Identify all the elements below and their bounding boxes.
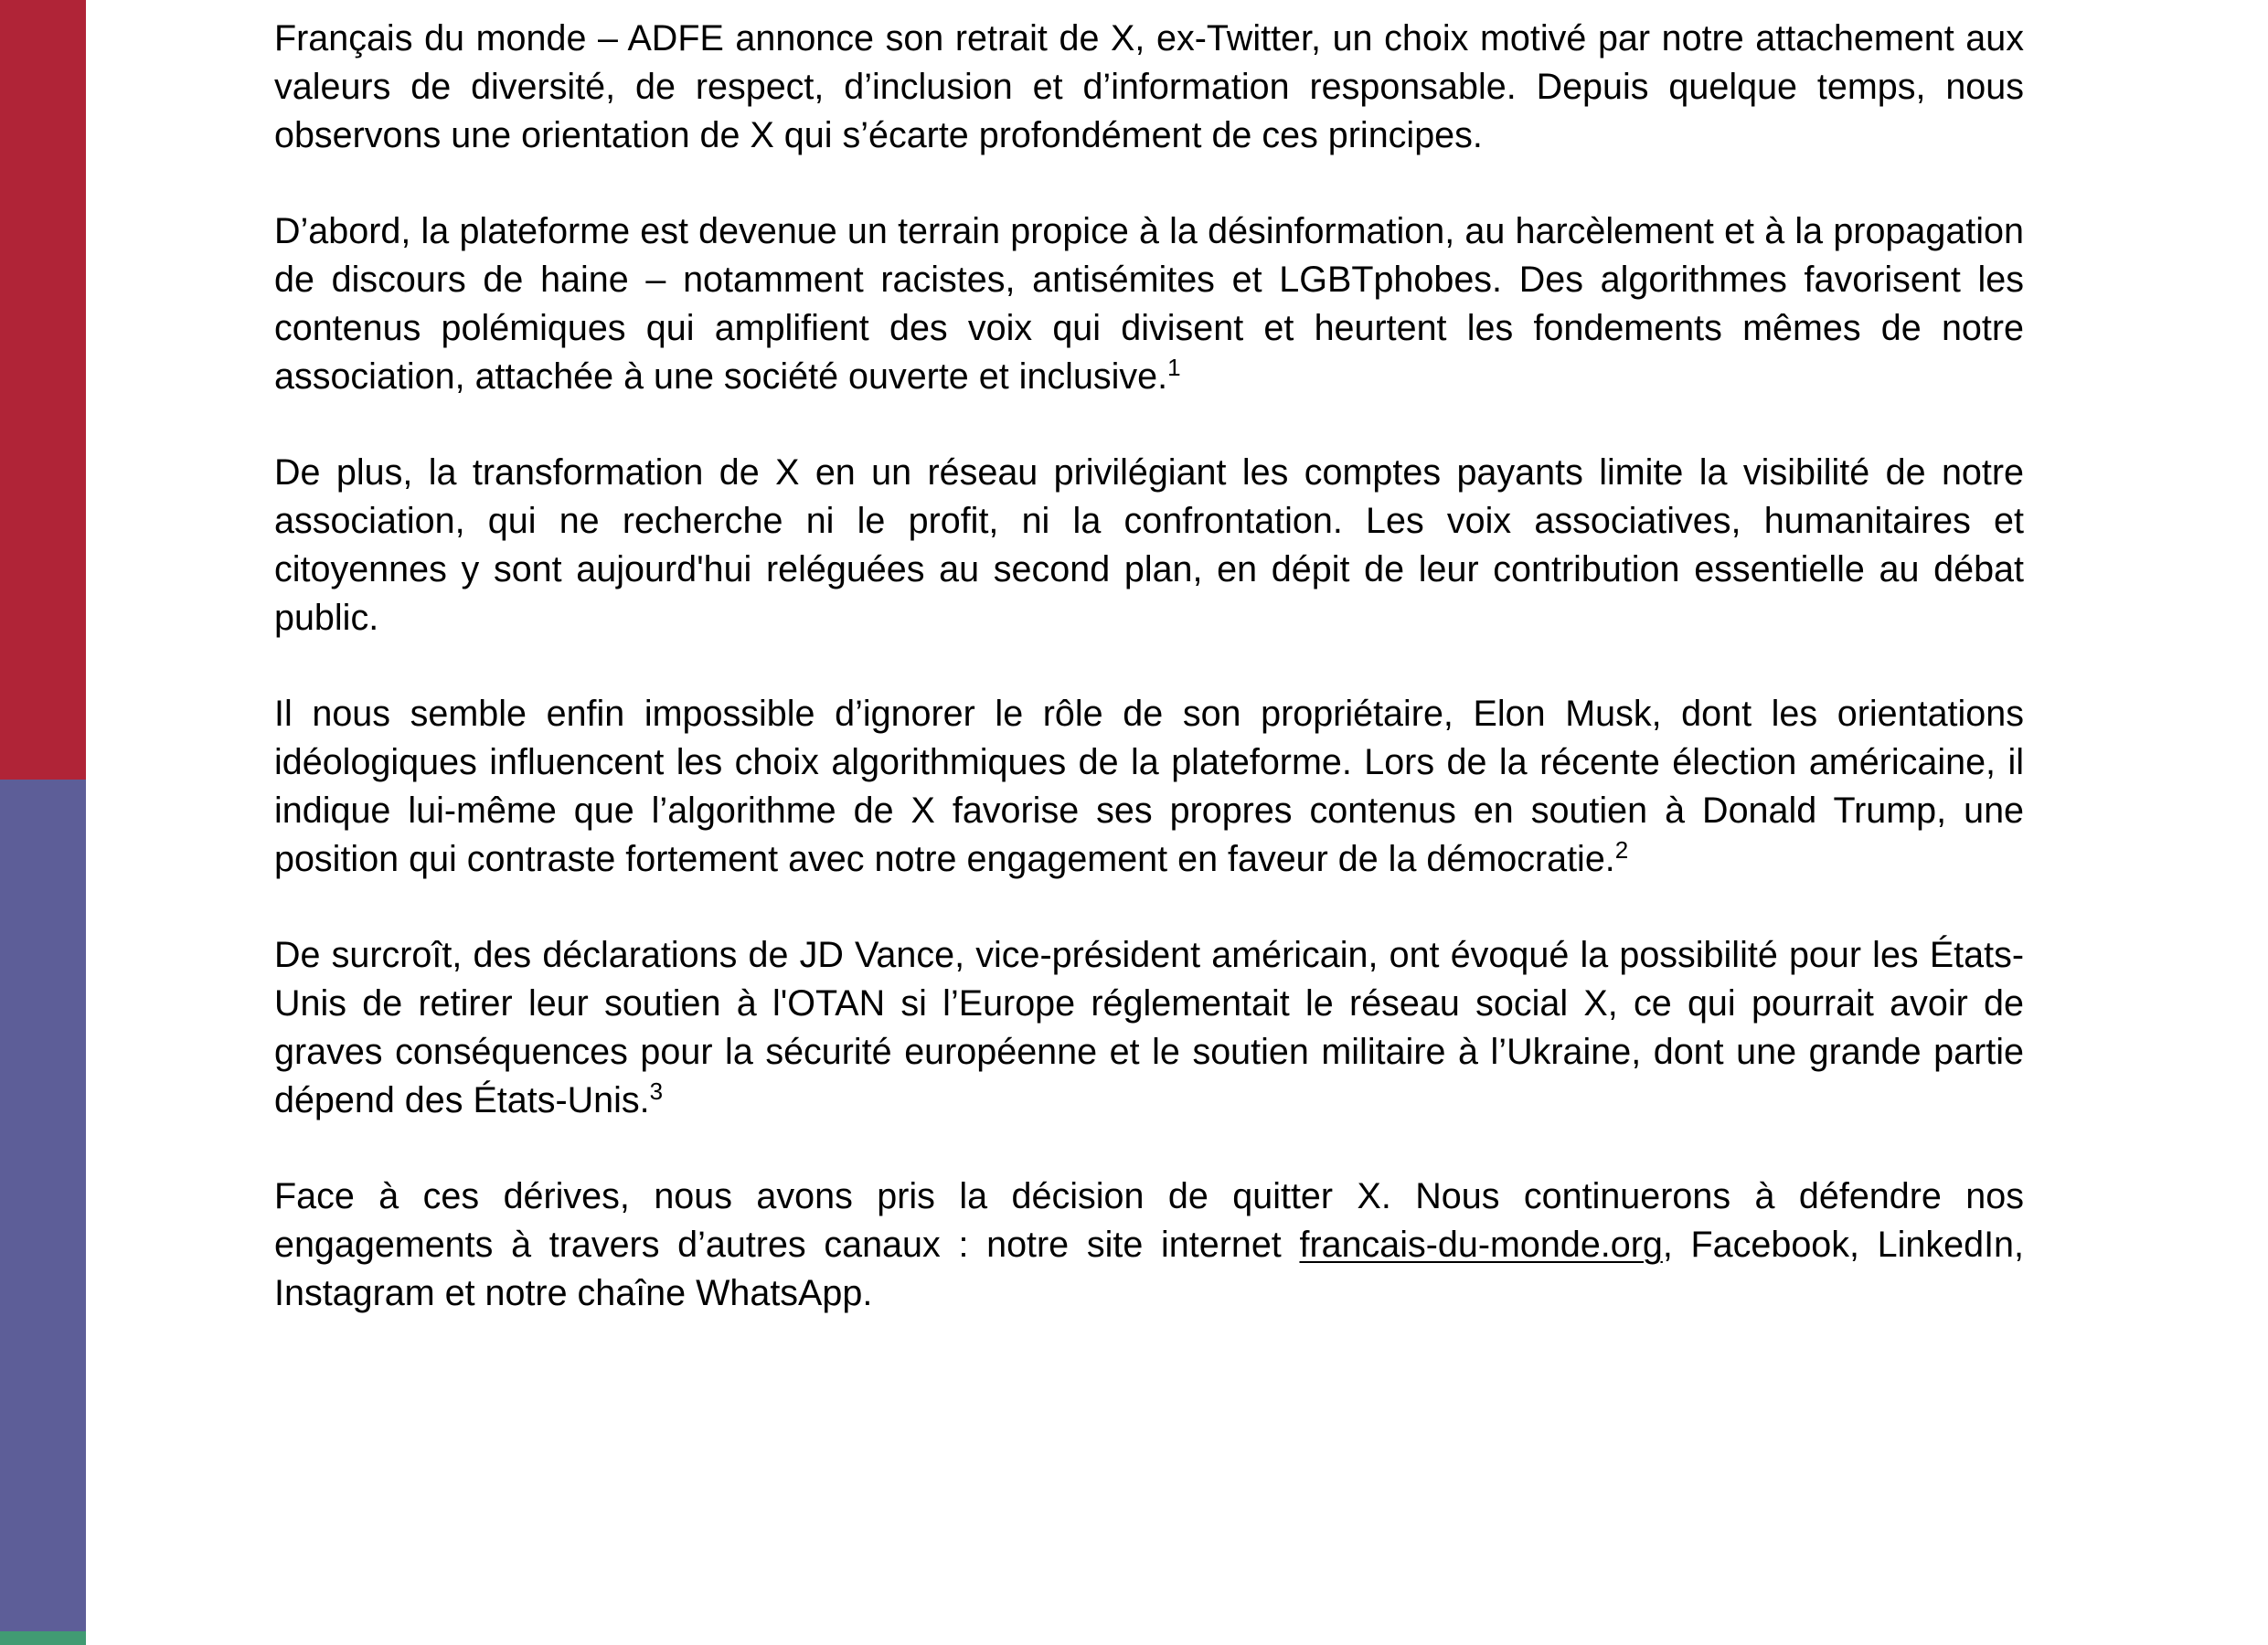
paragraph-text: Français du monde – ADFE annonce son retrait de X, ex-Twitter, un choix motivé par notre attachement aux valeurs de diversité, de respect, d’inclusion et d’information responsable. Depuis quelque temps, nous observons une orientation de X qui s’écarte profondément de ces principes. bbox=[274, 18, 2024, 155]
footnote-ref[interactable]: 3 bbox=[649, 1077, 664, 1105]
side-stripe-red bbox=[0, 0, 86, 780]
footnote-ref[interactable]: 2 bbox=[1614, 836, 1629, 864]
paragraph-paid-accounts bbox=[274, 449, 2024, 642]
website-link[interactable]: francais-du-monde.org bbox=[1299, 1225, 1663, 1265]
paragraph-vance bbox=[274, 931, 2024, 1125]
paragraph-conclusion bbox=[274, 1173, 2024, 1318]
footnote-ref[interactable]: 1 bbox=[1167, 354, 1181, 381]
paragraph-text: D’abord, la plateforme est devenue un terrain propice à la désinformation, au harcèlement et à la propagation de discours de haine – notamment racistes, antisémites et LGBTphobes. Des algorithmes favorisent les contenus polémiques qui amplifient des voix qui divisent et heurtent les fondements mêmes de notre association, attachée à une société ouverte et inclusive. bbox=[274, 211, 2024, 397]
paragraph-text: De plus, la transformation de X en un réseau privilégiant les comptes payants limite la visibilité de notre association, qui ne recherche ni le profit, ni la confrontation. Les voix associatives, humanitaires et citoyennes y sont aujourd'hui reléguées au second plan, en dépit de leur contribution essentielle au débat public. bbox=[274, 452, 2024, 638]
paragraph-owner bbox=[274, 690, 2024, 884]
paragraph-text: , Facebook, LinkedIn, Instagram et notre chaîne WhatsApp. bbox=[274, 1225, 2025, 1313]
document-body bbox=[274, 15, 2024, 1365]
paragraph-text: Il nous semble enfin impossible d’ignorer le rôle de son propriétaire, Elon Musk, dont les orientations idéologiques influencent les choix algorithmiques de la plateforme. Lors de la récente élection américaine, il indique lui-même que l’algorithme de X favorise ses propres contenus en soutien à Donald Trump, une position qui contraste fortement avec notre engagement en faveur de la démocratie. bbox=[274, 694, 2024, 879]
side-stripe-green bbox=[0, 1631, 86, 1645]
side-stripe-blue bbox=[0, 780, 86, 1631]
paragraph-announcement bbox=[274, 15, 2024, 160]
paragraph-disinformation bbox=[274, 207, 2024, 401]
paragraph-text: Face à ces dérives, nous avons pris la décision de quitter X. Nous continuerons à défendre nos engagements à travers d’autres canaux : notre site internet bbox=[274, 1176, 2024, 1265]
paragraph-text: De surcroît, des déclarations de JD Vance, vice-président américain, ont évoqué la possibilité pour les États-Unis de retirer leur soutien à l'OTAN si l’Europe réglementait le réseau social X, ce qui pourrait avoir de graves conséquences pour la sécurité européenne et le soutien militaire à l’Ukraine, dont une grande partie dépend des États-Unis. bbox=[274, 935, 2024, 1120]
